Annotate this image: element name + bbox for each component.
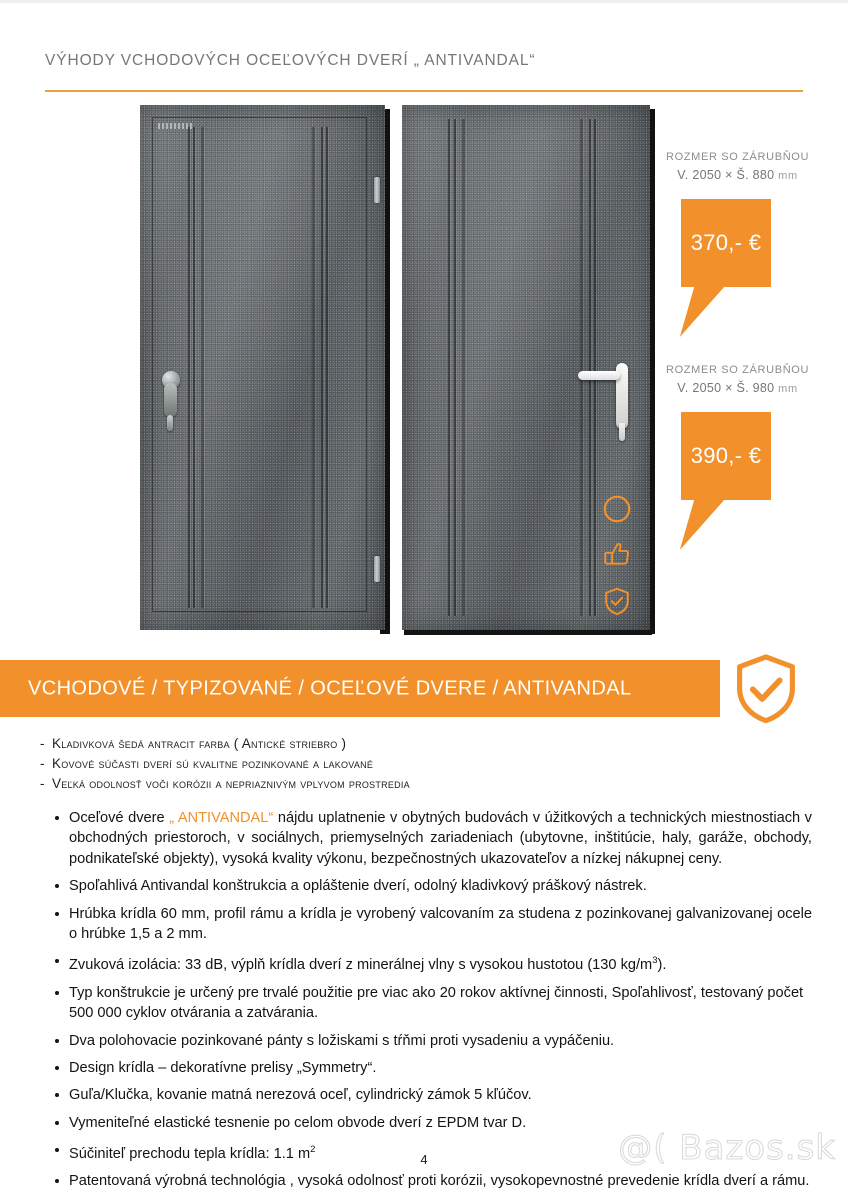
price-value: 390,- € [690, 442, 762, 468]
bullet-text: Guľa/Klučka, kovanie matná nerezová oceľ, cylindrický zámok 5 kľúčov. [69, 1087, 532, 1104]
product-images [140, 105, 660, 630]
bullet-item [52, 983, 812, 1024]
feature-icon-group [602, 494, 632, 616]
decor-groove [589, 119, 591, 616]
key-in-lock [619, 423, 625, 441]
bullet-item [52, 951, 812, 975]
brand-logo [158, 123, 192, 129]
callout-unit: mm [778, 382, 798, 395]
bullet-text-pre: Oceľové dvere [69, 810, 170, 826]
callout-label-line2 [666, 166, 809, 185]
decor-groove [312, 127, 315, 608]
callout-unit: mm [778, 169, 798, 182]
bullet-text: Hrúbka krídla 60 mm, profil rámu a krídla je vyrobený valcovaním za studena z pozinkovanej galvanizovanej ocele o hrúbke 1,5 a 2 mm. [69, 905, 812, 943]
door-panel-outline [152, 117, 367, 612]
bubble-tail [680, 287, 724, 337]
decor-groove [594, 119, 596, 616]
bullet-text: Dva polohovacie pozinkované pánty s ložiskami s tŕňmi proti vysadeniu a vypáčeniu. [69, 1032, 615, 1049]
bullet-highlight: „ ANTIVANDAL“ [169, 810, 274, 826]
site-watermark: @( Bazos.sk [618, 1128, 836, 1168]
bullet-text: Typ konštrukcie je určený pre trvalé použitie pre viac ako 20 rokov aktívnej činnosti, Spoľahlivosť, testovaný počet 500 000 cyklov otvárania a zatvárania. [69, 984, 804, 1022]
decor-groove [580, 119, 583, 616]
price-bubble [681, 412, 771, 500]
bullet-text-post: nájdu uplatnenie v obytných budovách v úžitkových a technických miestnostiach v obchodných priestoroch, v sociálnych, priemyselných zariadeniach (ubytovne, inštitúcie, haly, garáže, obchody, podnikateľské objekty), vysoká kvality výkonu, bezpečnostných ukazovateľov a nízkej nákupnej ceny. [69, 810, 812, 867]
thumbs-up-icon [602, 540, 632, 570]
bullet-item [52, 876, 812, 896]
bullet-item [52, 1058, 812, 1078]
door-image-outside [402, 105, 650, 630]
bullet-item [52, 1171, 812, 1191]
lock-lever [167, 415, 173, 431]
door-handle [578, 371, 620, 380]
callout-label [666, 363, 809, 398]
hinge-top [374, 177, 380, 203]
decor-groove [454, 119, 456, 616]
bullet-text: Vymeniteľné elastické tesnenie po celom obvode dverí z EPDM tvar D. [69, 1114, 527, 1131]
door-image-inside [140, 105, 385, 630]
lock-plate [164, 383, 177, 417]
price-value: 370,- € [690, 229, 762, 255]
bullet-item [52, 1085, 812, 1105]
header-divider [45, 90, 803, 92]
dash-list-item: - Veľká odolnosť voči korózii a nepriaznivým vplyvom prostredia [40, 776, 410, 791]
callout-label [666, 150, 809, 185]
bullet-item [52, 1031, 812, 1051]
callout-label-line2 [666, 379, 809, 398]
decor-groove [326, 127, 328, 608]
bullet-text: Spoľahlivá Antivandal konštrukcia a opláštenie dverí, odolný kladivkový práškový nástrek. [69, 878, 647, 895]
dash-list-item: - Kladivková šedá antracit farba ( Antické striebro ) [40, 736, 347, 751]
page-title: VÝHODY VCHODOVÝCH OCEĽOVÝCH DVERÍ „ ANTIVANDAL“ [45, 52, 536, 69]
door-surface [402, 105, 650, 630]
bullet-superscript: 3 [652, 955, 658, 967]
bullet-item [52, 904, 812, 945]
decor-groove [193, 127, 195, 608]
callout-size: V. 2050 × Š. 880 [677, 167, 775, 182]
bullet-item [52, 808, 812, 869]
dash-list-item: - Kovové súčasti dverí sú kvalitne pozinkované a lakované [40, 756, 374, 771]
door-surface [140, 105, 385, 630]
callout-size: V. 2050 × Š. 980 [677, 380, 775, 395]
feature-dash-list [40, 734, 740, 794]
shield-check-icon [602, 586, 632, 616]
price-callout-880 [666, 150, 809, 287]
decor-groove [188, 127, 190, 608]
price-bubble [681, 199, 771, 287]
price-callout-980 [666, 363, 809, 500]
page-number: 4 [420, 1152, 428, 1167]
page-top-rule [0, 0, 848, 3]
bullet-text-post: ). [657, 957, 667, 974]
decor-groove [448, 119, 450, 616]
bullet-text: Design krídla – dekoratívne prelisy „Symmetry“. [69, 1059, 377, 1076]
decor-groove [321, 127, 323, 608]
bullet-superscript: 2 [310, 1144, 316, 1156]
bubble-tail [680, 500, 724, 550]
page-header [45, 52, 805, 70]
dash-list-item-text: Veľká odolnosť voči korózii a nepriaznivým vplyvom prostredia [52, 776, 410, 791]
bullet-text-pre: Súčiniteľ prechodu tepla krídla: 1.1 m [69, 1146, 311, 1162]
moon-icon [602, 494, 632, 524]
callout-label-line1: ROZMER SO ZÁRUBŇOU [666, 364, 810, 376]
category-banner [0, 660, 720, 717]
decor-groove [462, 119, 465, 616]
shield-check-icon [730, 652, 802, 733]
dash-list-item-text: Kovové súčasti dverí sú kvalitne pozinkované a lakované [52, 756, 374, 771]
category-banner-title: VCHODOVÉ / TYPIZOVANÉ / OCEĽOVÉ DVERE / ANTIVANDAL [28, 677, 632, 699]
bullet-text-pre: Zvuková izolácia: 33 dB, výplň krídla dverí z minerálnej vlny s vysokou hustotou (130 kg/m [69, 957, 653, 974]
bullet-text: Patentovaná výrobná technológia , vysoká odolnosť proti korózii, vysokopevnostné prevedenie krídla dverí a rámu. [69, 1173, 810, 1190]
dash-list-item-text: Kladivková šedá antracit farba ( Antické striebro ) [52, 736, 347, 751]
callout-label-line1: ROZMER SO ZÁRUBŇOU [666, 151, 810, 163]
decor-groove [201, 127, 204, 608]
hinge-bottom [374, 556, 380, 582]
